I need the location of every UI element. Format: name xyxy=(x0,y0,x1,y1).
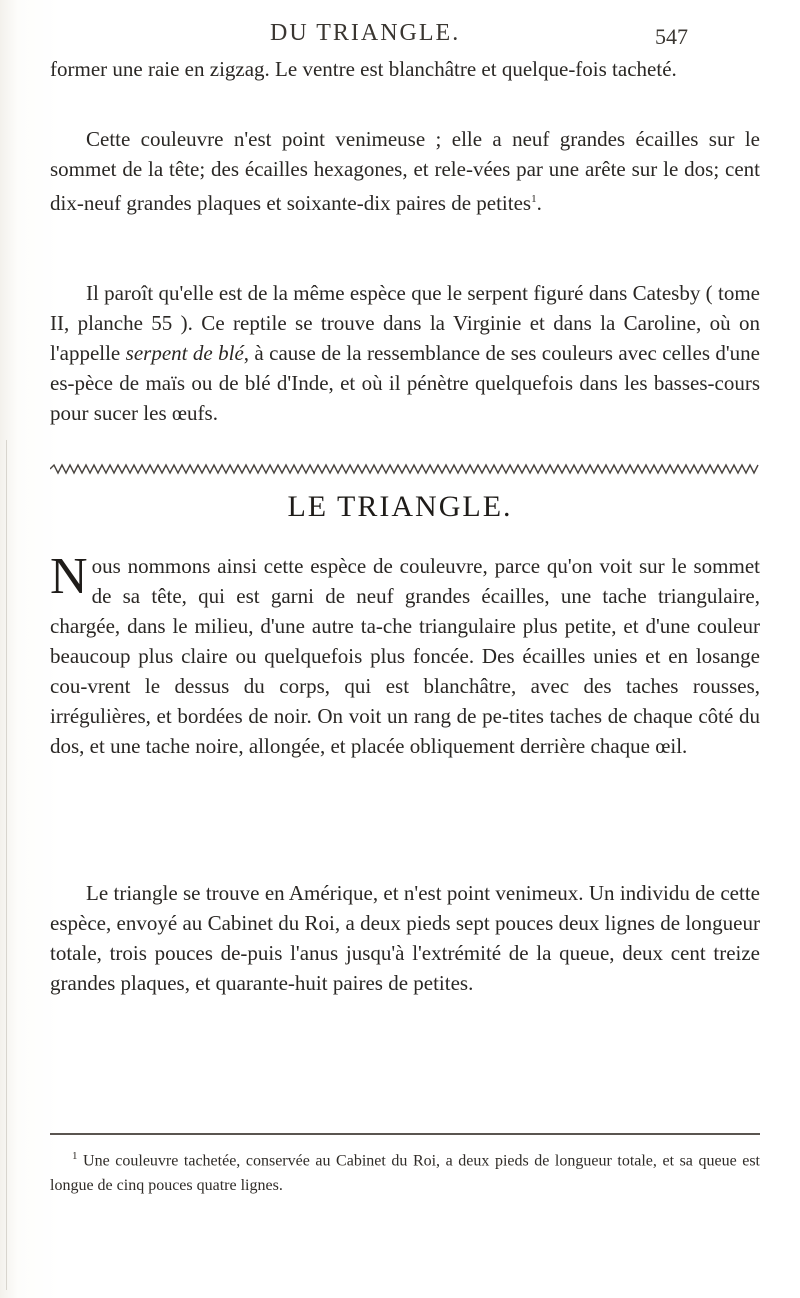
zigzag-ornament-icon xyxy=(50,463,760,475)
footnote-body: Une couleuvre tachetée, conservée au Cabinet du Roi, a deux pieds de longueur totale, et sa queue est longue de cinq pouces quatre lignes. xyxy=(50,1152,760,1195)
venom-scales-paragraph xyxy=(50,124,760,218)
catesby-paragraph xyxy=(50,278,760,428)
page-number: 547 xyxy=(655,24,688,49)
venom-scales-body: Cette couleuvre n'est point venimeuse ; elle a neuf grandes écailles sur le sommet de la tête; des écailles hexagones, et rele-vées par une arête sur le dos; cent dix-neuf grandes plaques et soixante-dix paires de petites xyxy=(50,127,760,215)
catesby-text-start: Il paroît qu'elle est de la même espèce que le serpent figuré dans Catesby ( tome II, planche 55 ). Ce reptile se trouve dans la Virginie et dans la Caroline, où on l'appelle xyxy=(50,281,760,365)
serpent-de-ble-term: serpent de blé xyxy=(125,341,244,365)
triangle-specimen-paragraph xyxy=(50,878,760,998)
triangle-specimen-text: Le triangle se trouve en Amérique, et n'est point venimeux. Un individu de cette espèce, envoyé au Cabinet du Roi, a deux pieds sept pouces deux lignes de longueur totale, trois pouces de-puis l'anus jusqu'à l'extrémité de la queue, deux cent treize grandes plaques, et quarante-huit paires de petites. xyxy=(50,881,760,995)
footnote xyxy=(50,1144,760,1198)
running-title: DU TRIANGLE. xyxy=(270,20,461,46)
venom-scales-end: . xyxy=(536,191,542,215)
catesby-text-end: , à cause de la ressemblance de ses couleurs avec celles d'une es-pèce de maïs ou de blé d'Inde, et où il pénètre quelquefois dans les basses-cours pour sucer les œufs. xyxy=(50,341,761,425)
page-gutter-shadow xyxy=(6,440,7,1290)
ornamental-divider xyxy=(50,463,760,475)
footnote-separator xyxy=(50,1133,760,1135)
triangle-description-paragraph xyxy=(50,548,760,761)
running-head xyxy=(0,10,800,50)
footnote-text xyxy=(50,1144,760,1198)
venom-scales-text xyxy=(50,124,760,218)
footnote-reference: 1 xyxy=(531,193,537,205)
drop-cap: N xyxy=(50,548,88,605)
footnote-marker: 1 xyxy=(72,1150,78,1162)
continuation-text: former une raie en zigzag. Le ventre est blanchâtre et quelque-fois tacheté. xyxy=(50,57,677,81)
section-title: LE TRIANGLE. xyxy=(287,490,513,523)
triangle-description-body: ous nommons ainsi cette espèce de couleuvre, parce qu'on voit sur le sommet de sa tête, qui est garni de neuf grandes écailles, une tache triangulaire, chargée, dans le milieu, d'une autre ta-che triangulaire plus petite, et d'une couleur beaucoup plus claire ou quelquefois plus foncée. Des écailles unies et en losange cou-vrent le dessus du corps, qui est blanchâtre, avec des taches rousses, irrégulières, et bordées de noir. On voit un rang de pe-tites taches de chaque côté du dos, et une tache noire, allongée, et placée obliquement derrière chaque œil. xyxy=(50,554,760,758)
triangle-description-text xyxy=(50,548,760,761)
continuation-paragraph xyxy=(50,54,760,84)
catesby-text xyxy=(50,278,760,428)
